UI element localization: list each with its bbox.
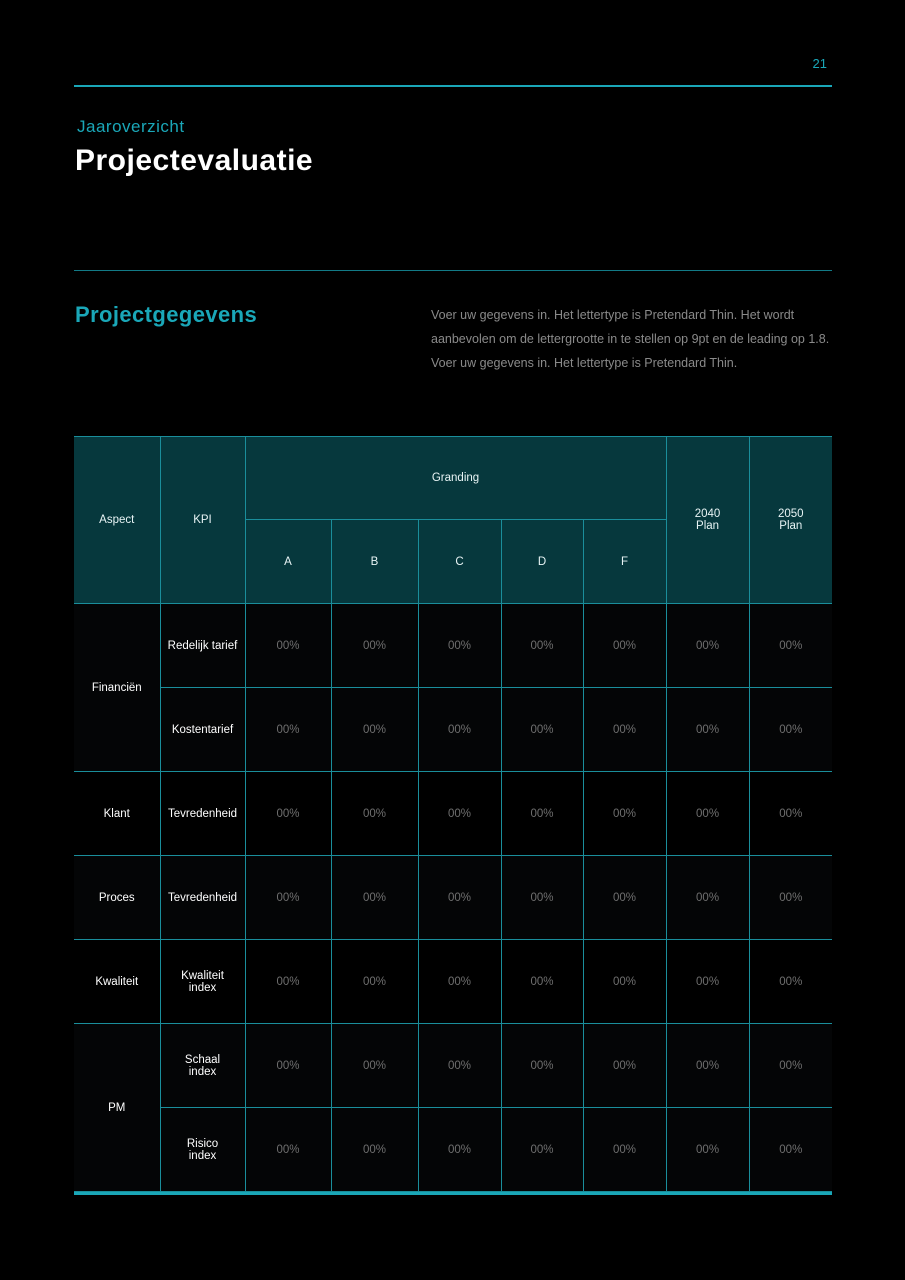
header-grade-b: B bbox=[331, 520, 418, 604]
value-cell: 00% bbox=[666, 604, 749, 688]
value-cell: 00% bbox=[749, 772, 832, 856]
table-row bbox=[74, 856, 832, 940]
table-row bbox=[74, 1108, 832, 1192]
value-cell: 00% bbox=[331, 940, 418, 1024]
row-aspect: Kwaliteit bbox=[74, 940, 160, 1024]
value-cell: 00% bbox=[245, 688, 331, 772]
section-divider bbox=[74, 270, 832, 271]
project-data-table bbox=[74, 436, 832, 1192]
header-aspect: Aspect bbox=[74, 437, 160, 604]
value-cell: 00% bbox=[749, 1024, 832, 1108]
value-cell: 00% bbox=[245, 1024, 331, 1108]
row-kpi-line: index bbox=[188, 1065, 217, 1078]
value-cell: 00% bbox=[501, 940, 583, 1024]
row-kpi-line: Schaal bbox=[184, 1053, 221, 1066]
value-cell: 00% bbox=[331, 604, 418, 688]
value-cell: 00% bbox=[666, 856, 749, 940]
value-cell: 00% bbox=[418, 1024, 501, 1108]
table-row bbox=[74, 604, 832, 688]
value-cell: 00% bbox=[749, 1108, 832, 1192]
value-cell: 00% bbox=[749, 688, 832, 772]
row-kpi bbox=[160, 1108, 245, 1192]
header-plan-2040-year: 2040 bbox=[694, 508, 721, 520]
value-cell: 00% bbox=[245, 856, 331, 940]
row-aspect: Proces bbox=[74, 856, 160, 940]
value-cell: 00% bbox=[749, 856, 832, 940]
value-cell: 00% bbox=[501, 856, 583, 940]
value-cell: 00% bbox=[749, 604, 832, 688]
value-cell: 00% bbox=[583, 1024, 666, 1108]
header-grade-c: C bbox=[418, 520, 501, 604]
header-grade-d: D bbox=[501, 520, 583, 604]
value-cell: 00% bbox=[418, 688, 501, 772]
value-cell: 00% bbox=[501, 604, 583, 688]
row-kpi-line: Tevredenheid bbox=[167, 891, 238, 904]
row-kpi bbox=[160, 772, 245, 856]
value-cell: 00% bbox=[418, 604, 501, 688]
value-cell: 00% bbox=[331, 1108, 418, 1192]
header-grade-f: F bbox=[583, 520, 666, 604]
section-title: Projectgegevens bbox=[75, 302, 258, 327]
row-kpi bbox=[160, 1024, 245, 1108]
header-plan-2050-label: Plan bbox=[779, 520, 803, 532]
page-title: Projectevaluatie bbox=[75, 144, 314, 177]
row-kpi bbox=[160, 604, 245, 688]
header-grading: Granding bbox=[245, 437, 666, 520]
top-rule bbox=[74, 85, 832, 87]
row-kpi bbox=[160, 856, 245, 940]
value-cell: 00% bbox=[245, 940, 331, 1024]
value-cell: 00% bbox=[331, 772, 418, 856]
value-cell: 00% bbox=[418, 940, 501, 1024]
value-cell: 00% bbox=[501, 1024, 583, 1108]
table-row bbox=[74, 940, 832, 1024]
value-cell: 00% bbox=[583, 856, 666, 940]
value-cell: 00% bbox=[501, 688, 583, 772]
row-kpi-line: Kwaliteit bbox=[181, 969, 224, 982]
value-cell: 00% bbox=[501, 1108, 583, 1192]
value-cell: 00% bbox=[749, 940, 832, 1024]
value-cell: 00% bbox=[418, 1108, 501, 1192]
row-aspect: Financiën bbox=[74, 604, 160, 772]
row-kpi bbox=[160, 688, 245, 772]
value-cell: 00% bbox=[418, 856, 501, 940]
value-cell: 00% bbox=[583, 940, 666, 1024]
value-cell: 00% bbox=[583, 604, 666, 688]
value-cell: 00% bbox=[666, 1024, 749, 1108]
row-aspect: Klant bbox=[74, 772, 160, 856]
row-kpi-line: Risico bbox=[186, 1137, 219, 1150]
header-plan-2040 bbox=[666, 437, 749, 604]
value-cell: 00% bbox=[666, 772, 749, 856]
value-cell: 00% bbox=[583, 772, 666, 856]
section-description: Voer uw gegevens in. Het lettertype is Pretendard Thin. Het wordt aanbevolen om de lettergrootte in te stellen op 9pt en de leading op 1.8. Voer uw gegevens in. Het lettertype is Pretendard Thin. bbox=[431, 308, 830, 370]
value-cell: 00% bbox=[331, 856, 418, 940]
row-kpi-line: Redelijk tarief bbox=[167, 639, 238, 652]
header-plan-2050-year: 2050 bbox=[778, 508, 804, 520]
value-cell: 00% bbox=[666, 1108, 749, 1192]
value-cell: 00% bbox=[331, 1024, 418, 1108]
value-cell: 00% bbox=[245, 604, 331, 688]
bottom-rule bbox=[74, 1192, 832, 1195]
row-aspect: PM bbox=[74, 1024, 160, 1192]
value-cell: 00% bbox=[331, 688, 418, 772]
row-kpi-line: index bbox=[188, 981, 217, 994]
row-kpi-line: Kostentarief bbox=[171, 723, 234, 736]
value-cell: 00% bbox=[666, 688, 749, 772]
page-eyebrow: Jaaroverzicht bbox=[77, 117, 185, 136]
table-header-row bbox=[74, 437, 832, 520]
value-cell: 00% bbox=[583, 688, 666, 772]
table-row bbox=[74, 772, 832, 856]
row-kpi bbox=[160, 940, 245, 1024]
value-cell: 00% bbox=[501, 772, 583, 856]
header-plan-2040-label: Plan bbox=[696, 520, 720, 532]
value-cell: 00% bbox=[418, 772, 501, 856]
table-row bbox=[74, 688, 832, 772]
value-cell: 00% bbox=[583, 1108, 666, 1192]
row-kpi-line: index bbox=[188, 1149, 217, 1162]
table-row bbox=[74, 1024, 832, 1108]
header-plan-2050 bbox=[749, 437, 832, 604]
value-cell: 00% bbox=[666, 940, 749, 1024]
page-number: 21 bbox=[812, 56, 827, 71]
value-cell: 00% bbox=[245, 1108, 331, 1192]
header-grade-a: A bbox=[245, 520, 331, 604]
value-cell: 00% bbox=[245, 772, 331, 856]
header-kpi: KPI bbox=[160, 437, 245, 604]
row-kpi-line: Tevredenheid bbox=[167, 807, 238, 820]
